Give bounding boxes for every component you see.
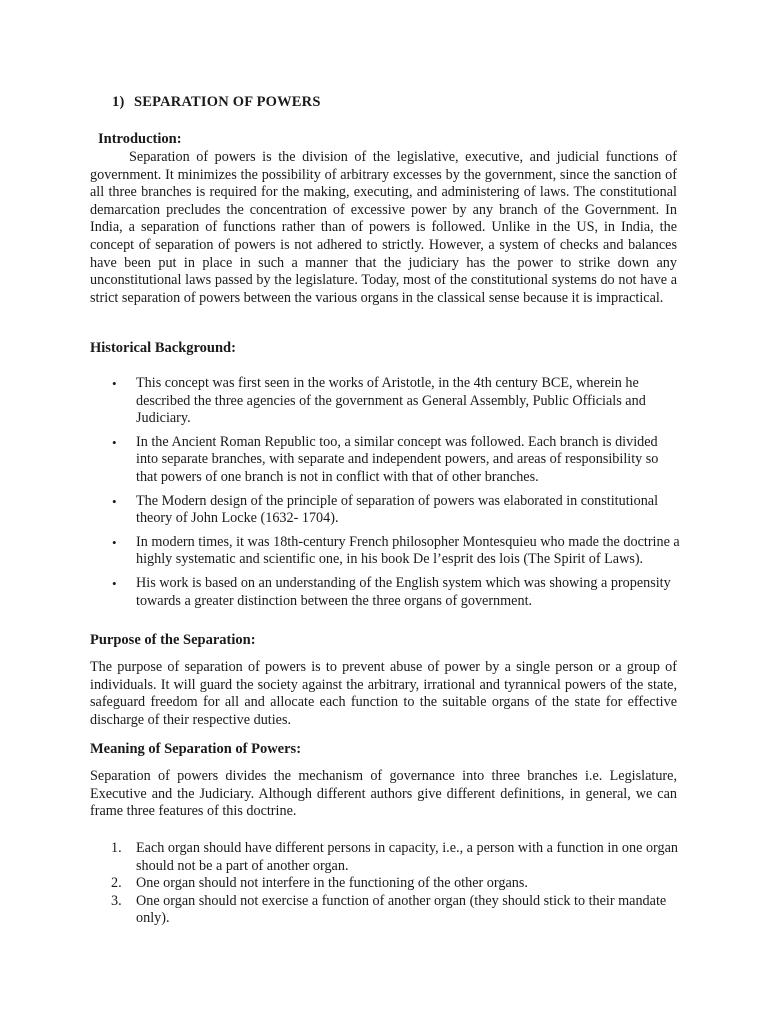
introduction-paragraph: Separation of powers is the division of the legislative, executive, and judicial functions of government. It minimizes the possibility of arbitrary excesses by the government, since the sanction of all three branches is required for the making, executing, and administering of laws. The constitutional demarcation precludes the concentration of excessive power by any branch of the Government. In India, a separation of functions rather than of powers is followed. Unlike in the US, in India, the concept of separation of powers is not adhered to strictly. However, a system of checks and balances have been put in place in such a manner that the judiciary has the power to strike down any unconstitutional laws passed by the legislature. Today, most of the constitutional systems do not have a strict separation of powers between the various organs in the classical sense because it is impractical. xyxy=(90,149,677,306)
bullet-icon: • xyxy=(112,534,117,550)
purpose-title: Purpose of the Separation: xyxy=(90,632,256,648)
features-list xyxy=(90,840,680,928)
historical-title: Historical Background: xyxy=(90,340,236,356)
bullet-icon: • xyxy=(112,376,117,391)
list-item: • This concept was first seen in the works of Aristotle, in the 4th century BCE, wherein he described the three agencies of the government as General Assembly, Public Officials and Judiciary. xyxy=(112,375,646,427)
list-item: 1. Each organ should have different persons in capacity, i.e., a person with a function in one organ should not be a part of another organ. xyxy=(111,840,678,874)
heading-text: SEPARATION OF POWERS xyxy=(134,94,321,110)
bullet-icon: • xyxy=(112,434,117,450)
list-item: 3. One organ should not exercise a function of another organ (they should stick to their mandate only). xyxy=(111,892,667,927)
list-item: 2. One organ should not interfere in the functioning of the other organs. xyxy=(111,875,528,892)
list-item: • In the Ancient Roman Republic too, a similar concept was followed. Each branch is divided into separate branches, with separate and independent powers, and areas of responsibility so that powers of one branch is not in conflict with that of other branches. xyxy=(112,433,659,485)
list-item: • His work is based on an understanding of the English system which was showing a propensity towards a greater distinction between the three organs of government. xyxy=(112,574,671,609)
purpose-paragraph: The purpose of separation of powers is to prevent abuse of power by a single person or a group of individuals. It will guard the society against the arbitrary, irrational and tyrannical powers of the state, safeguard freedom for all and allocate each function to the suitable organs of the state for effective discharge of their respective duties. xyxy=(90,659,677,728)
heading-number: 1) xyxy=(112,94,125,110)
list-item: • The Modern design of the principle of separation of powers was elaborated in constitutional theory of John Locke (1632- 1704). xyxy=(112,492,659,527)
document-heading xyxy=(112,94,321,111)
bullet-icon: • xyxy=(112,493,117,509)
bullet-icon: • xyxy=(112,575,117,591)
meaning-paragraph: Separation of powers divides the mechanism of governance into three branches i.e. Legislature, Executive and the Judiciary. Although different authors give different definitions, in general, we can frame three features of this doctrine. xyxy=(90,768,677,820)
introduction-title: Introduction: xyxy=(98,131,182,147)
list-item: • In modern times, it was 18th-century French philosopher Montesquieu who made the doctrine a highly systematic and scientific one, in his book De l’esprit des lois (The Spirit of Laws). xyxy=(112,533,680,568)
meaning-title: Meaning of Separation of Powers: xyxy=(90,741,302,757)
historical-list xyxy=(90,375,680,616)
